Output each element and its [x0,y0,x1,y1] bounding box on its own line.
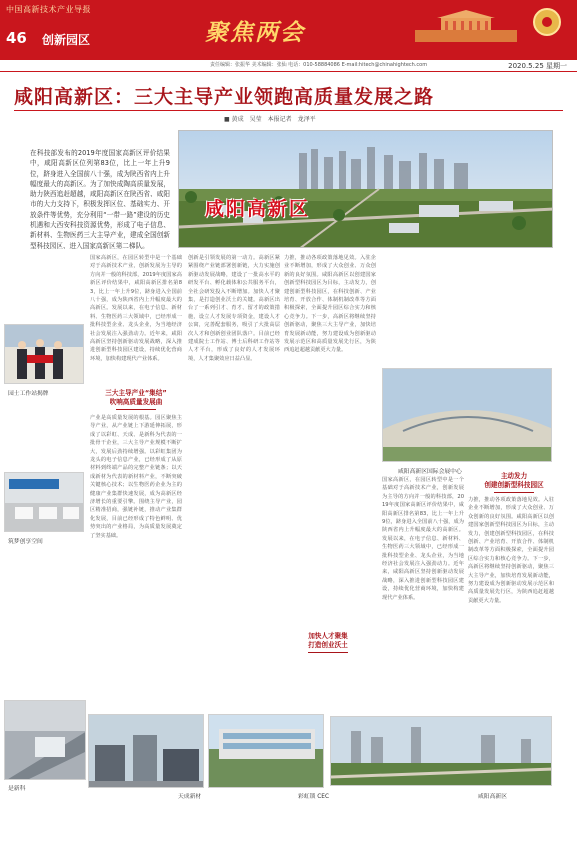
photo-caihong [208,714,324,788]
factory-image [5,701,86,780]
meta-strip [0,60,577,72]
photo5-caption: 彩虹锁 CEC [298,794,329,800]
hero-caption: 咸阳高新区 [205,198,311,220]
masthead [0,0,577,60]
subhead-talent-line1: 加快人才聚集 [308,632,348,640]
subhead-innovation-line2: 创建创新型科技园区 [484,481,544,489]
subhead-industry [90,389,182,410]
maker-space-image [5,473,84,532]
byline: ■ 黄成 吴莹 本报记者 龙泽平 [224,116,316,123]
subhead-talent-line2: 打造创业沃土 [308,641,348,649]
photo4-caption: 天成新材 [178,794,202,800]
great-hall-icon [411,6,521,46]
photo-workstation-ceremony [4,324,84,384]
issue-date: 2020.5.25 星期一 [508,62,567,70]
plant-image [89,715,204,788]
aerial-city-image [179,131,553,248]
column-5: 国家高新区，在园区转型中是一个基础对于高新技术产业，创新发展为主导的方向并一般的科技部，2019年度国家高新区评价结果中，咸阳高新区排名第83，比上一年上升9位，跻身进入全国前八十强，成为陕西省内上升幅度最大的高新区。发展以来，在电子信息、新材料、生物医药三大领域中，已经形成一批科技型企业、龙头企业，为当地经济社会发展注入强劲动力。近年来，咸阳高新区坚持创新驱动发展战略，深入推进创新型科技园区建设，持续优化营商环境，加快构建现代产业体系。 [382,477,464,601]
ceremony-image [5,325,84,384]
column-4: 力推，推动各项政策落地见效。入驻企业不断增加，形成了大众创业、万众创新的良好氛围。咸阳高新区以创建国家创新型科技园区为目标，主动发力，创建创新型科技园区，在科技创新、产业培育、开放合作、体制机制改革等方面积极探索，全面提升园区综合实力和核心竞争力。下一步，高新区将继续坚持创新驱动，聚焦三大主导产业，加快培育发展新动能，努力建设成为创新驱动发展示范区和高质量发展先行区，为陕西追赶超越贡献更大力量。 [284,255,376,354]
photo7-caption: 咸阳高新区 [478,794,507,800]
subhead-talent [282,632,374,653]
page-number: 46 [6,29,27,47]
headline-rule [14,110,563,111]
photo-exhibition-centre [382,368,552,462]
photo-panorama [330,716,552,786]
section-name: 创新园区 [42,33,91,47]
exhibition-image [383,369,552,462]
headline: 咸阳高新区：三大主导产业领跑高质量发展之路 [14,86,435,108]
subhead-innovation-line1: 主动发力 [500,472,528,480]
column-3: 创新是引领发展的第一动力。高新区紧紧围绕产业链部署创新链，大力实施创新驱动发展战略，建设了一批高水平的研发平台、孵化载体和公共服务平台，全社会研发投入不断增加。加快人才聚集，是打造创业沃土的关键。高新区出台了一系列引才、育才、留才的政策措施，设立人才发展专项资金，建设人才公寓，完善配套服务，吸引了大批高层次人才和创新创业团队落户。目前已经建成院士工作站、博士后科研工作站等人才平台，形成了良好的人才发展环境，人才集聚效应日益凸显。 [188,255,280,362]
lead-text: 在科技部发布的2019年度国家高新区评价结果中，咸阳高新区位列第83位，比上一年上升9位，跻身进入全国前八十强，成为陕西省内上升幅度最大的高新区。为了加快成陶高质量发展，助力陕西追赶超越，咸阳高新区在陕西省、咸阳市的大力支持下，积极发挥区位、基础实力、开放条件等优势，充分利用“一带一路”建设的历史机遇和大西安科技资源优势，形成了电子信息、新材料、生物医药三大主导产业，建成全国创新型科技园区、进入国家高新区第二梯队。 [30,149,170,250]
photo1-caption: 园士工作站揭牌 [8,391,49,397]
subhead-industry-line1: 三大主导产业“集结” [105,389,167,397]
hero-photo [178,130,553,248]
column-1: 国家高新区，在园区转型中是一个基础对于高新技术产业，创新发展为主导的方向并一般的科技部，2019年度国家高新区评价结果中，咸阳高新区排名第83，比上一年上升9位，跻身进入全国前八十强，成为陕西省内上升幅度最大的高新区。发展以来，在电子信息、新材料、生物医药三大领域中，已经形成一批科技型企业、龙头企业，为当地经济社会发展注入强劲动力。近年来，咸阳高新区坚持创新驱动发展战略，深入推进创新型科技园区建设，持续优化营商环境，加快构建现代产业体系。 [90,255,182,362]
subhead-innovation [468,472,560,493]
feature-logo: 聚焦两会 [205,19,305,46]
campus-image [209,715,324,788]
photo6-caption: 咸阳高新区国际会展中心 [398,469,462,475]
photo2-caption: 筑梦创享空间 [8,539,43,545]
national-emblem-icon [533,8,561,36]
lead-paragraph [30,148,170,250]
subhead-industry-line2: 吹响高质量发展曲 [109,398,163,406]
photo-factory [4,700,86,780]
photo3-caption: 是新科 [8,786,26,792]
meta-line: 责任编辑：张振华 美术编辑：张仙 电话：010-58884086 E-mail:hitech@chinahightech.com [210,62,428,68]
column-2: 产业是高质量发展的根基。园区聚焦主导产业，从产业链上下游延伸拓展，形成了以彩虹、天成、是新科为代表的一批骨干企业，三大主导产业规模不断扩大，发展后劲持续增强。以彩虹集团为龙头的电子信息产业，已经形成了从原材料到终端产品的完整产业链条；以天成新材为代表的新材料产业，不断突破关键核心技术；以生物医药企业为主的健康产业集群快速发展，成为高新区经济增长的重要引擎。围绕主导产业，园区精准招商，强链补链，推动产业集群化发展，目前已经形成了特色鲜明、优势突出的产业格局，为高质量发展奠定了坚实基础。 [90,415,182,539]
paper-name: 中国高新技术产业导报 [6,5,91,14]
column-6: 力推，推动各项政策落地见效。入驻企业不断增加，形成了大众创业、万众创新的良好氛围。咸阳高新区以创建国家创新型科技园区为目标，主动发力，创建创新型科技园区，在科技创新、产业培育、开放合作、体制机制改革等方面积极探索，全面提升园区综合实力和核心竞争力。下一步，高新区将继续坚持创新驱动，聚焦三大主导产业，加快培育发展新动能，努力建设成为创新驱动发展示范区和高质量发展先行区，为陕西追赶超越贡献更大力量。 [468,497,554,604]
photo-tiancheng [88,714,204,788]
panorama-image [331,717,552,786]
photo-maker-space [4,472,84,532]
